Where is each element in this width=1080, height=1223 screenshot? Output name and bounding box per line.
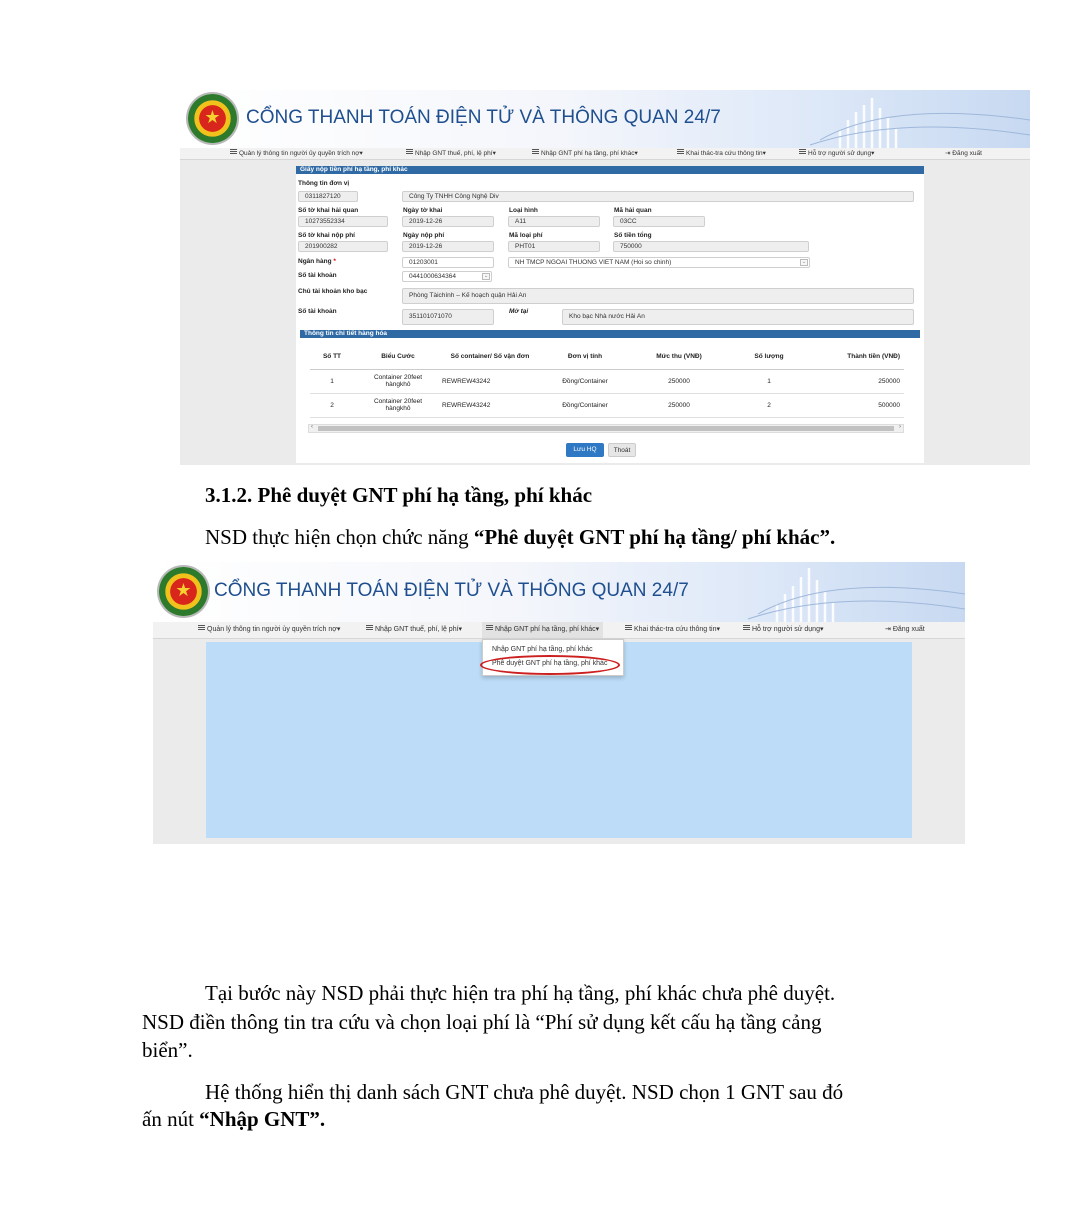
portal-title: CỔNG THANH TOÁN ĐIỆN TỬ VÀ THÔNG QUAN 24/7	[214, 580, 689, 601]
cell: 250000	[812, 369, 904, 393]
para1-line1: Tại bước này NSD phải thực hiện tra phí hạ tầng, phí khác chưa phê duyệt.	[205, 981, 836, 1005]
intro-paragraph: NSD thực hiện chọn chức năng “Phê duyệt GNT phí hạ tầng/ phí khác”.	[205, 525, 836, 549]
bank-select[interactable]: NH TMCP NGOAI THUONG VIET NAM (Hoi so chinh) ⌄	[508, 257, 810, 268]
save-button[interactable]: Lưu HQ	[566, 443, 604, 457]
unit-name-field[interactable]: Công Ty TNHH Công Nghệ Div	[402, 191, 914, 202]
fee-type-field[interactable]: PHT01	[508, 241, 600, 252]
customs-emblem-icon: ★	[188, 94, 237, 143]
label-bank: Ngân hàng *	[298, 258, 336, 265]
col-header: Biểu Cước	[354, 344, 442, 369]
nav-item-tax-gnt[interactable]: Nhập GNT thuế, phí, lệ phí▾	[406, 148, 496, 159]
scroll-right-icon[interactable]: ›	[899, 424, 901, 430]
nav-item-support[interactable]: Hỗ trợ người sử dụng▾	[743, 622, 823, 638]
gnt-form	[296, 166, 924, 463]
type-field[interactable]: A11	[508, 216, 600, 227]
list-icon	[799, 149, 806, 155]
cell: 1	[310, 369, 354, 393]
col-header: Đơn vị tính	[538, 344, 632, 369]
logout-link[interactable]: ⇥ Đăng xuất	[945, 150, 982, 157]
detail-section-title: Thông tin chi tiết hàng hóa	[300, 330, 920, 338]
col-header: Thành tiền (VNĐ)	[812, 344, 904, 369]
exit-button[interactable]: Thoát	[608, 443, 636, 457]
cell: Container 20feet hàngkhô	[354, 369, 442, 393]
label-total: Số tiền tổng	[614, 232, 652, 239]
col-header: Số TT	[310, 344, 354, 369]
menu-item-input-gnt[interactable]: Nhập GNT phí hạ tầng, phí khác	[492, 646, 593, 653]
fee-date-field[interactable]: 2019-12-26	[402, 241, 494, 252]
nav-item-infra-gnt[interactable]: Nhập GNT phí hạ tầng, phí khác▾	[532, 148, 638, 159]
cell: 2	[726, 393, 812, 417]
decl-date-field[interactable]: 2019-12-26	[402, 216, 494, 227]
screenshot-menu-approve	[153, 562, 965, 844]
nav-item-authorized-person[interactable]: Quản lý thông tin người ủy quyền trích nợ▾	[198, 622, 340, 638]
nav-item-support[interactable]: Hỗ trợ người sử dụng▾	[799, 148, 874, 159]
label-type: Loại hình	[509, 207, 538, 214]
main-navbar	[180, 148, 1030, 160]
para2-line1: Hệ thống hiển thị danh sách GNT chưa phê duyệt. NSD chọn 1 GNT sau đó	[205, 1080, 844, 1104]
highlight-circle	[480, 655, 620, 675]
label-customs-code: Mã hải quan	[614, 207, 652, 214]
cell: Đồng/Container	[538, 369, 632, 393]
list-icon	[677, 149, 684, 155]
nav-item-infra-gnt[interactable]: Nhập GNT phí hạ tầng, phí khác▾	[482, 622, 603, 638]
label-unit-info: Thông tin đơn vị	[298, 180, 350, 187]
cell: 250000	[632, 369, 726, 393]
main-navbar	[153, 622, 965, 639]
account-select[interactable]: 0441000634364 ⌄	[402, 271, 492, 282]
label-fee-type: Mã loại phí	[509, 232, 543, 239]
list-icon	[406, 149, 413, 155]
cell: Container 20feet hàngkhô	[354, 393, 442, 417]
col-header: Số container/ Số vận đơn	[442, 344, 538, 369]
portal-title: CỔNG THANH TOÁN ĐIỆN TỬ VÀ THÔNG QUAN 24/7	[246, 107, 721, 128]
list-icon	[230, 149, 237, 155]
chevron-down-icon: ⌄	[801, 259, 807, 265]
cell: REWREW43242	[442, 393, 538, 417]
nav-item-lookup[interactable]: Khai thác-tra cứu thông tin▾	[625, 622, 720, 638]
bank-code-field[interactable]: 01203001	[402, 257, 494, 268]
list-icon	[486, 625, 493, 631]
label-fee-date: Ngày nộp phí	[403, 232, 445, 239]
treasury-account-field[interactable]: 351101071070	[402, 309, 494, 325]
label-decl-date: Ngày tờ khai	[403, 207, 443, 214]
label-customs-decl: Số tờ khai hải quan	[298, 207, 359, 214]
label-fee-decl: Số tờ khai nộp phí	[298, 232, 355, 239]
treasury-owner-field[interactable]: Phòng Tàichính – Kế hoạch quận Hải An	[402, 288, 914, 304]
logout-icon: ⇥	[945, 150, 951, 157]
para1-line3: biển”.	[142, 1038, 193, 1062]
customs-decl-field[interactable]: 10273552334	[298, 216, 388, 227]
nav-item-lookup[interactable]: Khai thác-tra cứu thông tin▾	[677, 148, 766, 159]
portal-banner	[153, 562, 965, 622]
logout-icon: ⇥	[885, 626, 891, 633]
list-icon	[743, 625, 750, 631]
table-row[interactable]	[310, 369, 904, 393]
scroll-left-icon[interactable]: ‹	[311, 424, 313, 430]
nav-item-authorized-person[interactable]: Quản lý thông tin người ủy quyền trích nợ▾	[230, 148, 363, 159]
label-account: Số tài khoản	[298, 272, 337, 279]
customs-emblem-icon: ★	[159, 567, 208, 616]
cell: Đồng/Container	[538, 393, 632, 417]
menu-item-approve-gnt[interactable]: Phê duyệt GNT phí hạ tầng, phí khác	[492, 660, 608, 667]
fee-decl-field[interactable]: 201900282	[298, 241, 388, 252]
cell: 250000	[632, 393, 726, 417]
table-horizontal-scrollbar[interactable]	[308, 424, 904, 433]
portal-banner	[180, 90, 1030, 148]
list-icon	[532, 149, 539, 155]
col-header: Mức thu (VNĐ)	[632, 344, 726, 369]
section-heading: 3.1.2. Phê duyệt GNT phí hạ tầng, phí khác	[205, 483, 593, 507]
para1-line2: NSD điền thông tin tra cứu và chọn loại phí là “Phí sử dụng kết cấu hạ tầng cảng	[142, 1010, 822, 1034]
unit-code-field[interactable]: 0311827120	[298, 191, 358, 202]
para2-line2: ấn nút “Nhập GNT”.	[142, 1107, 326, 1131]
opened-at-field[interactable]: Kho bạc Nhà nước Hải An	[562, 309, 914, 325]
customs-code-field[interactable]: 03CC	[613, 216, 705, 227]
total-field[interactable]: 750000	[613, 241, 809, 252]
goods-table	[310, 344, 904, 418]
chevron-down-icon: ⌄	[483, 273, 489, 279]
screenshot-input-form	[180, 90, 1030, 465]
list-icon	[366, 625, 373, 631]
banner-chart-graphic	[800, 90, 1030, 148]
nav-item-tax-gnt[interactable]: Nhập GNT thuế, phí, lệ phí▾	[366, 622, 462, 638]
list-icon	[625, 625, 632, 631]
list-icon	[198, 625, 205, 631]
banner-chart-graphic	[743, 562, 965, 622]
logout-link[interactable]: ⇥ Đăng xuất	[885, 626, 925, 633]
col-header: Số lượng	[726, 344, 812, 369]
label-opened-at: Mở tại	[509, 308, 529, 315]
cell: REWREW43242	[442, 369, 538, 393]
cell: 1	[726, 369, 812, 393]
cell: 500000	[812, 393, 904, 417]
table-header-row	[310, 344, 904, 369]
cell: 2	[310, 393, 354, 417]
form-title: Giấy nộp tiền phí hạ tầng, phí khác	[296, 166, 924, 174]
table-row[interactable]	[310, 393, 904, 417]
label-treasury-owner: Chủ tài khoản kho bạc	[298, 288, 368, 295]
label-treasury-account: Số tài khoản	[298, 308, 337, 315]
scrollbar-thumb[interactable]	[318, 426, 894, 431]
